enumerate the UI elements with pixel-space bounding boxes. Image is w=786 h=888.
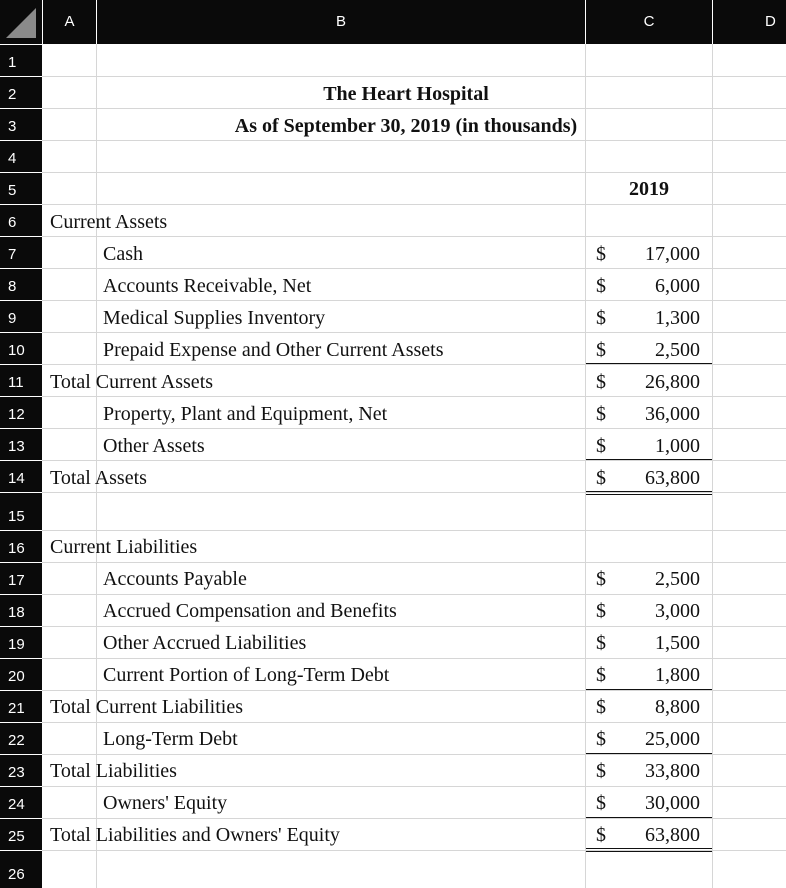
row-header-12[interactable]: 12 xyxy=(0,397,42,428)
row-header-22[interactable]: 22 xyxy=(0,723,42,754)
line-item-label: Other Assets xyxy=(103,435,205,457)
currency-symbol: $ xyxy=(596,760,606,782)
total-value: 8,800 xyxy=(655,696,700,718)
line-item-value: 30,000 xyxy=(645,792,700,814)
gridline xyxy=(42,364,786,365)
subtotal-underline xyxy=(586,459,712,460)
line-item-value: 6,000 xyxy=(655,275,700,297)
total-value: 63,800 xyxy=(645,467,700,489)
total-label: Total Liabilities xyxy=(50,760,177,782)
line-item-value: 1,000 xyxy=(655,435,700,457)
row-header-7[interactable]: 7 xyxy=(0,237,42,268)
row-header-15[interactable]: 15 xyxy=(0,493,42,530)
gridline xyxy=(42,626,786,627)
currency-symbol: $ xyxy=(596,371,606,393)
total-label: Total Assets xyxy=(50,467,147,489)
currency-symbol: $ xyxy=(596,568,606,590)
gridline xyxy=(42,562,786,563)
gridline xyxy=(585,44,586,888)
gridline xyxy=(42,140,786,141)
total-value: 63,800 xyxy=(645,824,700,846)
gridline xyxy=(42,332,786,333)
gridline xyxy=(712,44,713,888)
currency-symbol: $ xyxy=(596,435,606,457)
gridline xyxy=(42,172,786,173)
total-value: 26,800 xyxy=(645,371,700,393)
row-header-5[interactable]: 5 xyxy=(0,173,42,204)
currency-symbol: $ xyxy=(596,307,606,329)
total-label: Total Current Assets xyxy=(50,371,214,393)
row-header-9[interactable]: 9 xyxy=(0,301,42,332)
row-header-10[interactable]: 10 xyxy=(0,333,42,364)
subtotal-underline xyxy=(586,753,712,754)
column-header-c[interactable]: C xyxy=(586,0,712,44)
line-item-label: Prepaid Expense and Other Current Assets xyxy=(103,339,444,361)
gridline xyxy=(42,76,786,77)
row-header-1[interactable]: 1 xyxy=(0,45,42,76)
row-header-24[interactable]: 24 xyxy=(0,787,42,818)
row-header-3[interactable]: 3 xyxy=(0,109,42,140)
section-label-current-liabilities: Current Liabilities xyxy=(50,536,198,558)
row-header-26[interactable]: 26 xyxy=(0,851,42,888)
gridline xyxy=(42,428,786,429)
year-header: 2019 xyxy=(629,178,669,200)
column-header-d[interactable]: D xyxy=(713,0,786,44)
line-item-label: Owners' Equity xyxy=(103,792,228,814)
column-header-b[interactable]: B xyxy=(97,0,585,44)
report-subtitle: As of September 30, 2019 (in thousands) xyxy=(234,115,578,137)
column-header-a[interactable]: A xyxy=(43,0,96,44)
gridline xyxy=(42,204,786,205)
row-header-23[interactable]: 23 xyxy=(0,755,42,786)
currency-symbol: $ xyxy=(596,696,606,718)
gridline xyxy=(42,786,786,787)
currency-symbol: $ xyxy=(596,824,606,846)
line-item-label: Accrued Compensation and Benefits xyxy=(103,600,397,622)
line-item-label: Long-Term Debt xyxy=(103,728,238,750)
row-header-14[interactable]: 14 xyxy=(0,461,42,492)
gridline xyxy=(42,300,786,301)
gridline xyxy=(42,818,786,819)
line-item-label: Accounts Receivable, Net xyxy=(103,275,312,297)
select-all-corner[interactable] xyxy=(0,0,42,44)
line-item-label: Property, Plant and Equipment, Net xyxy=(103,403,388,425)
gridline xyxy=(42,460,786,461)
currency-symbol: $ xyxy=(596,467,606,489)
row-header-19[interactable]: 19 xyxy=(0,627,42,658)
row-header-20[interactable]: 20 xyxy=(0,659,42,690)
row-header-2[interactable]: 2 xyxy=(0,77,42,108)
row-header-21[interactable]: 21 xyxy=(0,691,42,722)
gridline xyxy=(42,108,786,109)
row-header-13[interactable]: 13 xyxy=(0,429,42,460)
gridline xyxy=(42,396,786,397)
line-item-value: 1,800 xyxy=(655,664,700,686)
total-value: 33,800 xyxy=(645,760,700,782)
report-title: The Heart Hospital xyxy=(323,83,489,105)
row-header-6[interactable]: 6 xyxy=(0,205,42,236)
line-item-value: 3,000 xyxy=(655,600,700,622)
gridline xyxy=(42,594,786,595)
gridline xyxy=(42,268,786,269)
line-item-label: Accounts Payable xyxy=(103,568,247,590)
line-item-value: 1,300 xyxy=(655,307,700,329)
double-underline xyxy=(586,491,712,495)
gridline xyxy=(42,658,786,659)
currency-symbol: $ xyxy=(596,728,606,750)
row-header-16[interactable]: 16 xyxy=(0,531,42,562)
row-header-11[interactable]: 11 xyxy=(0,365,42,396)
section-label-current-assets: Current Assets xyxy=(50,211,168,233)
row-header-8[interactable]: 8 xyxy=(0,269,42,300)
row-header-18[interactable]: 18 xyxy=(0,595,42,626)
currency-symbol: $ xyxy=(596,600,606,622)
gridline xyxy=(42,690,786,691)
line-item-value: 1,500 xyxy=(655,632,700,654)
currency-symbol: $ xyxy=(596,275,606,297)
row-header-17[interactable]: 17 xyxy=(0,563,42,594)
subtotal-underline xyxy=(586,817,712,818)
line-item-value: 17,000 xyxy=(645,243,700,265)
line-item-value: 25,000 xyxy=(645,728,700,750)
row-header-25[interactable]: 25 xyxy=(0,819,42,850)
subtotal-underline xyxy=(586,689,712,690)
total-label: Total Liabilities and Owners' Equity xyxy=(50,824,340,846)
gridline xyxy=(42,754,786,755)
row-header-4[interactable]: 4 xyxy=(0,141,42,172)
subtotal-underline xyxy=(586,363,712,364)
gridline xyxy=(42,236,786,237)
currency-symbol: $ xyxy=(596,403,606,425)
line-item-label: Current Portion of Long-Term Debt xyxy=(103,664,390,686)
double-underline xyxy=(586,848,712,852)
total-label: Total Current Liabilities xyxy=(50,696,243,718)
gridline xyxy=(42,530,786,531)
currency-symbol: $ xyxy=(596,243,606,265)
currency-symbol: $ xyxy=(596,664,606,686)
gridline xyxy=(42,722,786,723)
line-item-label: Medical Supplies Inventory xyxy=(103,307,326,329)
line-item-label: Other Accrued Liabilities xyxy=(103,632,307,654)
line-item-value: 2,500 xyxy=(655,339,700,361)
currency-symbol: $ xyxy=(596,339,606,361)
line-item-value: 2,500 xyxy=(655,568,700,590)
line-item-label: Cash xyxy=(103,243,143,265)
select-all-icon xyxy=(0,0,42,44)
currency-symbol: $ xyxy=(596,632,606,654)
currency-symbol: $ xyxy=(596,792,606,814)
line-item-value: 36,000 xyxy=(645,403,700,425)
